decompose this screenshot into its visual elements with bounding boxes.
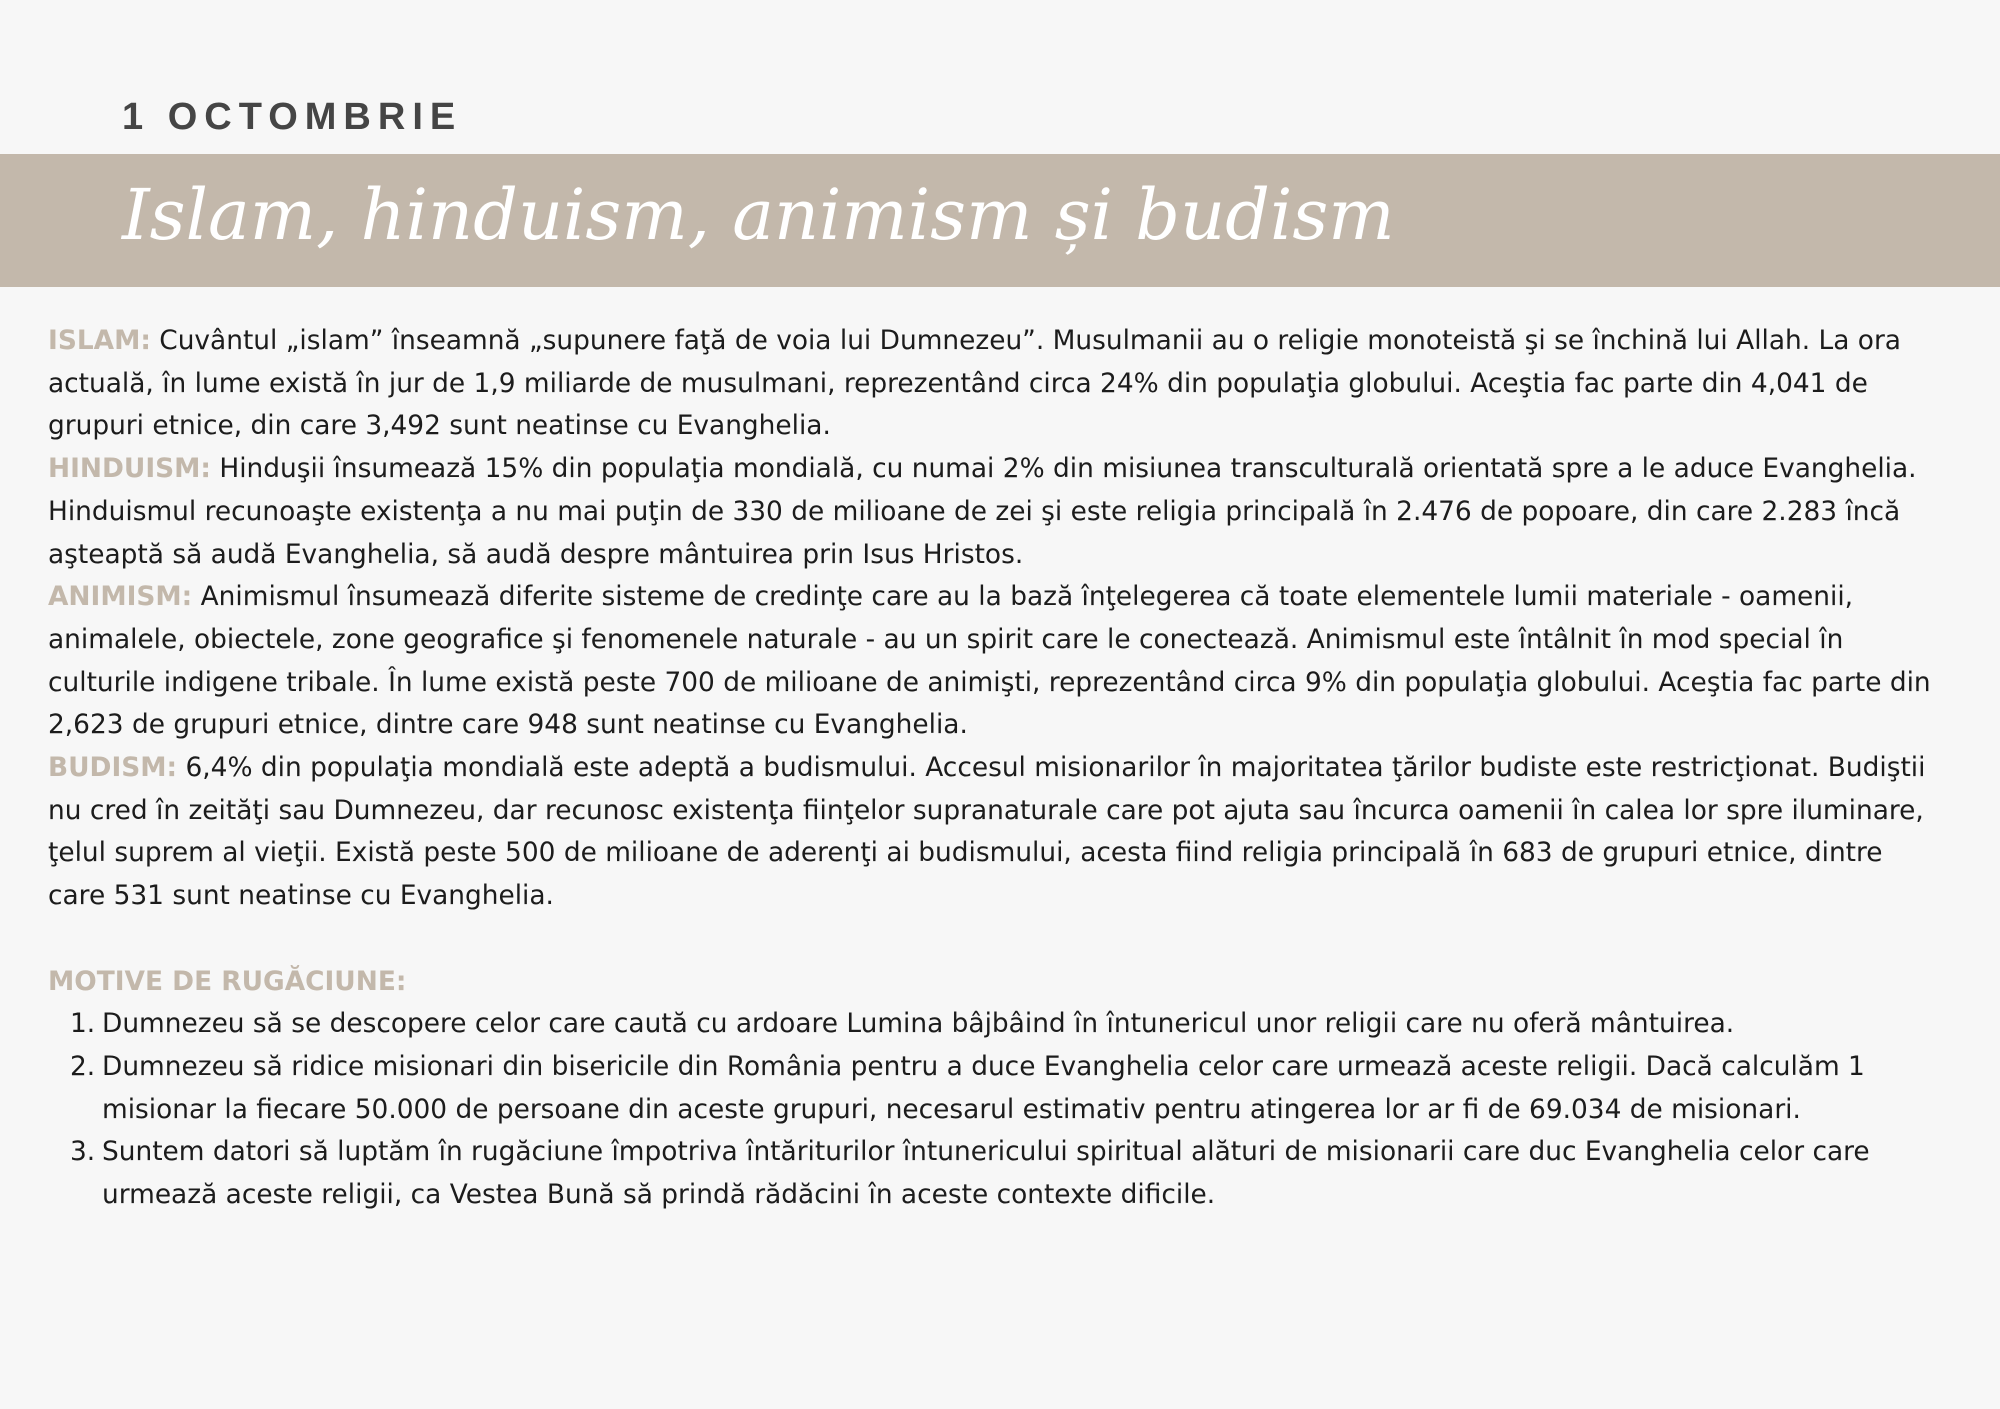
list-text: Suntem datori să luptăm în rugăciune împotriva întăriturilor întunericului spiritual alături de misionarii care duc Evanghelia celor care urmează aceste religii, ca Vestea Bună să prindă rădăcini în aceste contexte dificile. [102,1136,1870,1211]
list-item [48,1003,1948,1046]
section-label: HINDUISM: [48,453,211,485]
motive-title: MOTIVE DE RUGĂCIUNE: [48,965,407,997]
page-title: Islam, hinduism, animism și budism [122,174,1395,256]
list-text: Dumnezeu să se descopere celor care caută cu ardoare Lumina bâjbâind în întunericul unor religii care nu oferă mântuirea. [102,1008,1735,1040]
section-text: Hinduşii însumează 15% din populaţia mondială, cu numai 2% din misiunea transculturală orientată spre a le aduce Evanghelia. Hinduismul recunoaşte existenţa a nu mai puţin de 330 de milioane de zei şi este religia principală în 2.476 de popoare, din care 2.283 încă aşteaptă să audă Evanghelia, să audă despre mântuirea prin Isus Hristos. [48,453,1917,570]
list-item [48,1046,1948,1131]
spacer [48,918,1948,961]
motive-list [48,1003,1948,1217]
list-number: 2. [70,1050,96,1082]
section-budism [48,747,1948,918]
list-item [48,1131,1948,1216]
section-text: Animismul însumează diferite sisteme de credinţe care au la bază înţelegerea că toate elementele lumii materiale - oamenii, animalele, obiectele, zone geografice şi fenomenele naturale - au un spirit care le conectează. Animismul este întâlnit în mod special în culturile indigene tribale. În lume există peste 700 de milioane de animişti, reprezentând circa 9% din populaţia globului. Aceştia fac parte din 2,623 de grupuri etnice, dintre care 948 sunt neatinse cu Evanghelia. [48,581,1931,741]
section-label: ISLAM: [48,325,151,356]
section-animism [48,576,1948,747]
date-heading: 1 OCTOMBRIE [122,96,463,138]
list-text: Dumnezeu să ridice misionari din bisericile din România pentru a duce Evanghelia celor care urmează aceste religii. Dacă calculăm 1 misionar la fiecare 50.000 de persoane din aceste grupuri, necesarul estimativ pentru atingerea lor ar fi de 69.034 de misionari. [102,1050,1865,1125]
section-text: 6,4% din populaţia mondială este adeptă a budismului. Accesul misionarilor în majoritatea ţărilor budiste este restricţionat. Budiştii nu cred în zeităţi sau Dumnezeu, dar recunosc existenţa fiinţelor supranaturale care pot ajuta sau încurca oamenii în calea lor spre iluminare, ţelul suprem al vieţii. Există peste 500 de milioane de aderenţi ai budismului, acesta fiind religia principală în 683 de grupuri etnice, dintre care 531 sunt neatinse cu Evanghelia. [48,752,1926,912]
section-islam [48,320,1948,448]
main-content [48,320,1948,1217]
list-number: 3. [70,1136,96,1168]
section-label: BUDISM: [48,752,178,784]
title-banner [0,154,2000,287]
section-label: ANIMISM: [48,581,193,613]
section-text: Cuvântul „islam” înseamnă „supunere faţă de voia lui Dumnezeu”. Musulmanii au o religie monoteistă şi se închină lui Allah. La ora actuală, în lume există în jur de 1,9 miliarde de musulmani, reprezentând circa 24% din populaţia globului. Aceştia fac parte din 4,041 de grupuri etnice, din care 3,492 sunt neatinse cu Evanghelia. [48,325,1901,442]
section-hinduism [48,448,1948,576]
list-number: 1. [70,1008,96,1040]
